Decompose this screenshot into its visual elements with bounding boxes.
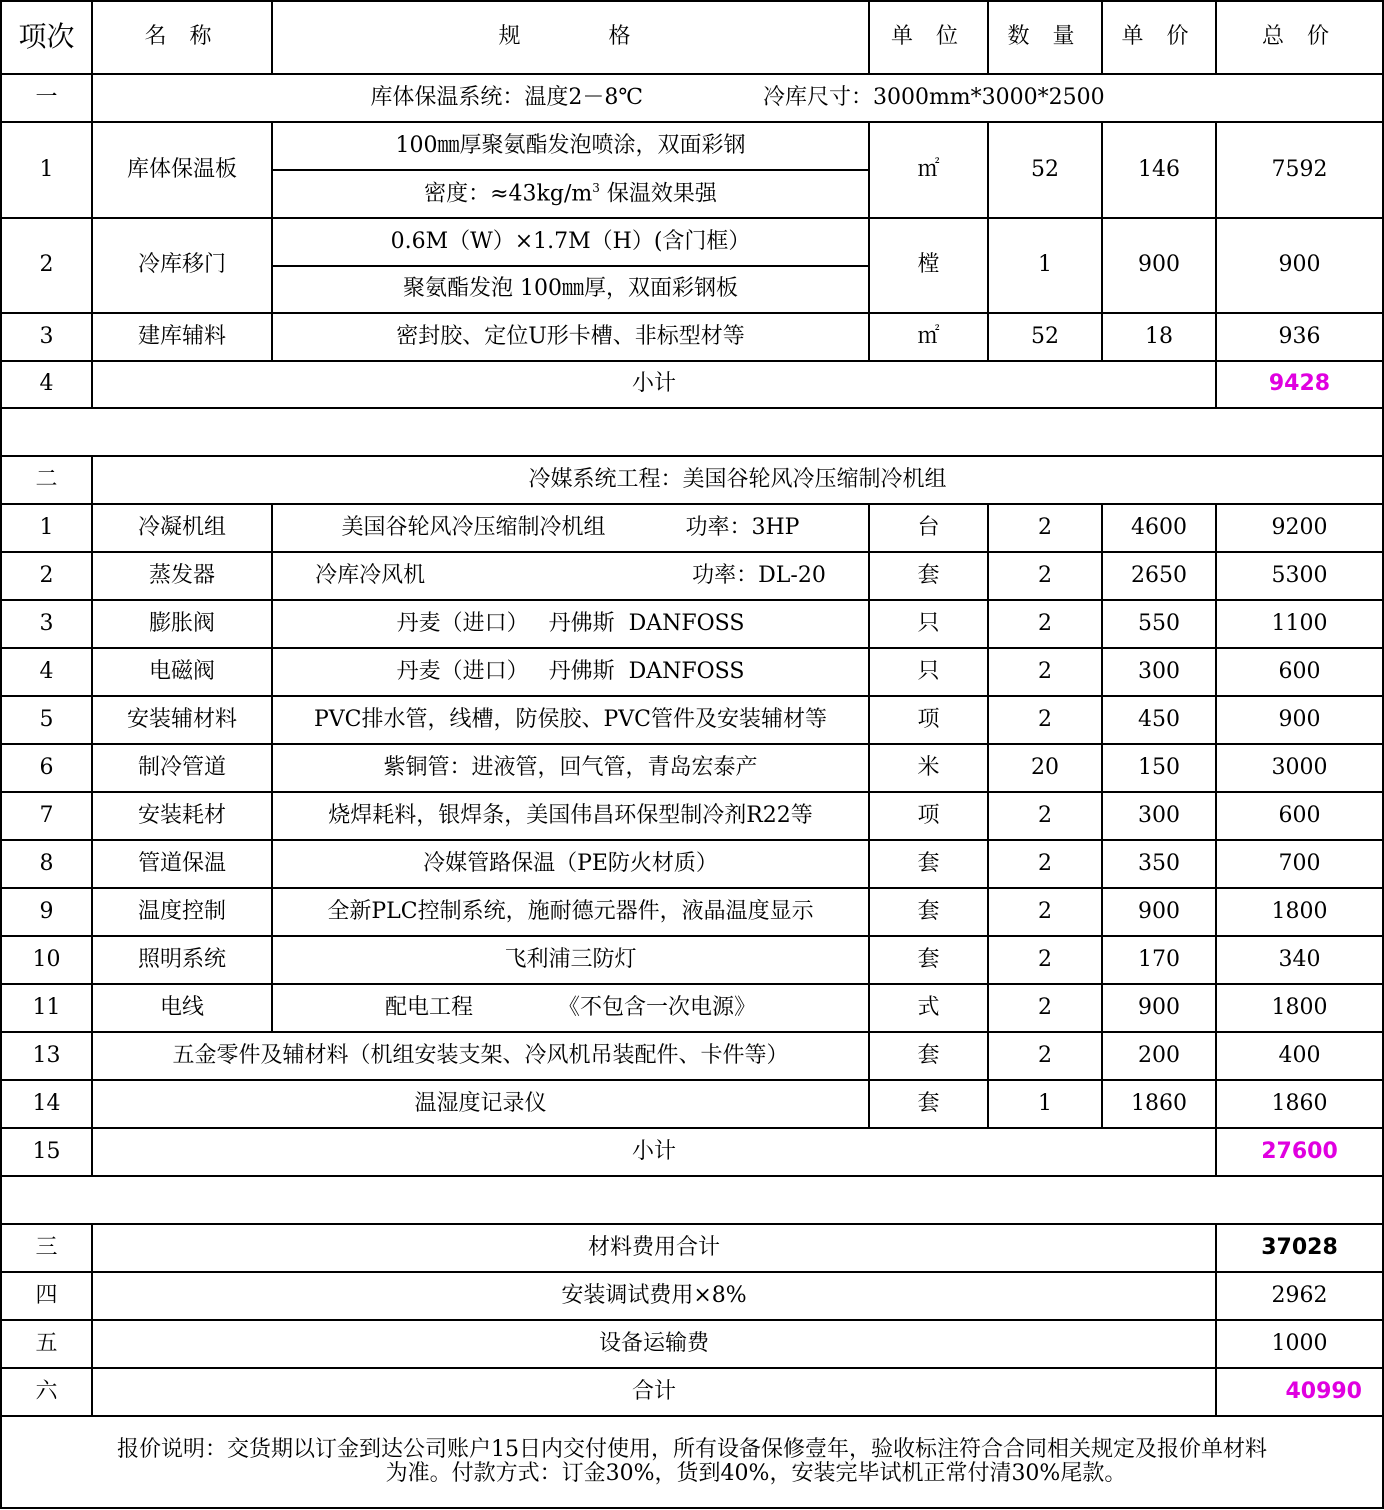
row-unit: 项 — [869, 792, 988, 840]
header-row — [1, 1, 1383, 74]
row-no: 4 — [1, 648, 92, 696]
row-total: 1800 — [1216, 984, 1383, 1032]
row-qty: 2 — [988, 648, 1102, 696]
row-unit: 台 — [869, 504, 988, 552]
section-size: 冷库尺寸：3000mm*3000*2500 — [762, 84, 1105, 110]
summary-row — [1, 1224, 1383, 1272]
row-name: 蒸发器 — [92, 552, 272, 600]
section-title: 冷媒系统工程：美国谷轮风冷压缩制冷机组 — [92, 456, 1383, 504]
row-no: 2 — [1, 552, 92, 600]
row-unit: 只 — [869, 600, 988, 648]
summary-label: 材料费用合计 — [92, 1224, 1216, 1272]
row-qty: 52 — [988, 313, 1102, 361]
row-name: 电磁阀 — [92, 648, 272, 696]
row-total: 600 — [1216, 648, 1383, 696]
row-no: 8 — [1, 840, 92, 888]
row-total: 700 — [1216, 840, 1383, 888]
table-row — [1, 504, 1383, 552]
row-no: 5 — [1, 696, 92, 744]
row-qty: 2 — [988, 552, 1102, 600]
row-name: 安装耗材 — [92, 792, 272, 840]
row-price: 146 — [1102, 122, 1216, 218]
row-name: 安装辅材料 — [92, 696, 272, 744]
header-no: 项次 — [1, 1, 92, 74]
header-unit: 单 位 — [869, 1, 988, 74]
row-no: 10 — [1, 936, 92, 984]
subtotal-value: 9428 — [1216, 361, 1383, 408]
row-name: 建库辅料 — [92, 313, 272, 361]
row-name: 温度控制 — [92, 888, 272, 936]
section-title: 库体保温系统：温度2－8℃ 冷库尺寸：3000mm*3000*2500 — [92, 74, 1383, 122]
table-row — [1, 1032, 1383, 1080]
table-row — [1, 1080, 1383, 1128]
summary-value: 2962 — [1216, 1272, 1383, 1320]
subtotal-value: 27600 — [1216, 1128, 1383, 1176]
spacer-row — [1, 1176, 1383, 1224]
row-total: 7592 — [1216, 122, 1383, 218]
row-qty: 52 — [988, 122, 1102, 218]
summary-label: 安装调试费用×8% — [92, 1272, 1216, 1320]
row-spec: 聚氨酯发泡 100㎜厚，双面彩钢板 — [272, 266, 869, 313]
section-row — [1, 456, 1383, 504]
row-spec: PVC排水管，线槽，防侯胶、PVC管件及安装辅材等 — [272, 696, 869, 744]
row-qty: 2 — [988, 696, 1102, 744]
row-unit: 只 — [869, 648, 988, 696]
row-price: 300 — [1102, 648, 1216, 696]
row-unit: 套 — [869, 1080, 988, 1128]
row-no: 7 — [1, 792, 92, 840]
summary-label: 设备运输费 — [92, 1320, 1216, 1368]
row-name: 冷库移门 — [92, 218, 272, 313]
table-row — [1, 600, 1383, 648]
row-unit: 樘 — [869, 218, 988, 313]
row-total: 9200 — [1216, 504, 1383, 552]
row-name: 库体保温板 — [92, 122, 272, 218]
row-spec: 密封胶、定位U形卡槽、非标型材等 — [272, 313, 869, 361]
row-qty: 2 — [988, 888, 1102, 936]
row-total: 900 — [1216, 218, 1383, 313]
table-row — [1, 552, 1383, 600]
row-no: 14 — [1, 1080, 92, 1128]
row-spec: 美国谷轮风冷压缩制冷机组 功率：3HP — [272, 504, 869, 552]
summary-label: 合计 — [92, 1368, 1216, 1416]
row-no: 13 — [1, 1032, 92, 1080]
row-qty: 2 — [988, 840, 1102, 888]
row-unit: 套 — [869, 936, 988, 984]
row-spec: 丹麦（进口） 丹佛斯 DANFOSS — [272, 600, 869, 648]
table-row — [1, 936, 1383, 984]
row-name: 膨胀阀 — [92, 600, 272, 648]
row-price: 150 — [1102, 744, 1216, 792]
row-total: 900 — [1216, 696, 1383, 744]
row-no: 6 — [1, 744, 92, 792]
row-unit: ㎡ — [869, 313, 988, 361]
table-row — [1, 744, 1383, 792]
header-spec: 规 格 — [272, 1, 869, 74]
row-qty: 1 — [988, 218, 1102, 313]
row-no: 9 — [1, 888, 92, 936]
row-unit: 项 — [869, 696, 988, 744]
subtotal-row — [1, 1128, 1383, 1176]
row-unit: 套 — [869, 888, 988, 936]
subtotal-label: 小计 — [92, 361, 1216, 408]
row-spec: 冷库冷风机 功率：DL-20 — [272, 552, 869, 600]
row-qty: 2 — [988, 600, 1102, 648]
row-name: 管道保温 — [92, 840, 272, 888]
row-spec: 0.6M（W）×1.7M（H）(含门框） — [272, 218, 869, 266]
row-total: 936 — [1216, 313, 1383, 361]
table-row — [1, 313, 1383, 361]
spacer — [1, 1176, 1383, 1224]
subtotal-label: 小计 — [92, 1128, 1216, 1176]
row-price: 550 — [1102, 600, 1216, 648]
grand-total-value: 40990 — [1216, 1368, 1383, 1416]
row-price: 350 — [1102, 840, 1216, 888]
header-price: 单 价 — [1102, 1, 1216, 74]
row-unit: 米 — [869, 744, 988, 792]
row-qty: 2 — [988, 1032, 1102, 1080]
row-price: 300 — [1102, 792, 1216, 840]
section-row — [1, 74, 1383, 122]
row-total: 1800 — [1216, 888, 1383, 936]
row-price: 450 — [1102, 696, 1216, 744]
row-unit: ㎡ — [869, 122, 988, 218]
summary-value: 1000 — [1216, 1320, 1383, 1368]
row-total: 1860 — [1216, 1080, 1383, 1128]
row-total: 1100 — [1216, 600, 1383, 648]
row-spec: 紫铜管：进液管，回气管，青岛宏泰产 — [272, 744, 869, 792]
row-desc: 温湿度记录仪 — [92, 1080, 869, 1128]
header-name: 名 称 — [92, 1, 272, 74]
header-total: 总 价 — [1216, 1, 1383, 74]
spacer — [1, 408, 1383, 456]
row-unit: 套 — [869, 1032, 988, 1080]
row-no: 六 — [1, 1368, 92, 1416]
spacer-row — [1, 408, 1383, 456]
row-unit: 套 — [869, 552, 988, 600]
table-row — [1, 122, 1383, 170]
row-total: 400 — [1216, 1032, 1383, 1080]
row-unit: 式 — [869, 984, 988, 1032]
subtotal-row — [1, 361, 1383, 408]
row-name: 冷凝机组 — [92, 504, 272, 552]
table-row — [1, 888, 1383, 936]
row-spec: 飞利浦三防灯 — [272, 936, 869, 984]
row-name: 制冷管道 — [92, 744, 272, 792]
row-price: 900 — [1102, 984, 1216, 1032]
table-row — [1, 648, 1383, 696]
row-no: 3 — [1, 313, 92, 361]
table-row — [1, 792, 1383, 840]
row-price: 200 — [1102, 1032, 1216, 1080]
row-no: 3 — [1, 600, 92, 648]
row-spec: 冷媒管路保温（PE防火材质） — [272, 840, 869, 888]
row-price: 4600 — [1102, 504, 1216, 552]
row-qty: 2 — [988, 792, 1102, 840]
row-no: 2 — [1, 218, 92, 313]
row-no: 15 — [1, 1128, 92, 1176]
row-spec: 全新PLC控制系统，施耐德元器件，液晶温度显示 — [272, 888, 869, 936]
row-no: 三 — [1, 1224, 92, 1272]
row-total: 340 — [1216, 936, 1383, 984]
row-total: 600 — [1216, 792, 1383, 840]
table-row — [1, 218, 1383, 266]
quote-note: 报价说明：交货期以订金到达公司账户15日内交付使用，所有设备保修壹年，验收标注符合合同相关规定及报价单材料 为准。付款方式：订金30%，货到40%，安装完毕试机正常付清30%尾款。 — [1, 1416, 1383, 1508]
table-row — [1, 840, 1383, 888]
row-qty: 1 — [988, 1080, 1102, 1128]
row-spec: 密度：$\approx 43kg/m^3$ 保温效果强 — [272, 170, 869, 218]
row-spec: 丹麦（进口） 丹佛斯 DANFOSS — [272, 648, 869, 696]
row-no: 五 — [1, 1320, 92, 1368]
row-price: 2650 — [1102, 552, 1216, 600]
row-spec: 100㎜厚聚氨酯发泡喷涂，双面彩钢 — [272, 122, 869, 170]
table-row — [1, 984, 1383, 1032]
row-price: 900 — [1102, 218, 1216, 313]
row-name: 电线 — [92, 984, 272, 1032]
row-total: 5300 — [1216, 552, 1383, 600]
row-no: 11 — [1, 984, 92, 1032]
row-spec: 烧焊耗料，银焊条，美国伟昌环保型制冷剂R22等 — [272, 792, 869, 840]
row-qty: 2 — [988, 504, 1102, 552]
row-no: 1 — [1, 504, 92, 552]
section-no: 一 — [1, 74, 92, 122]
table-row — [1, 696, 1383, 744]
note-row — [1, 1416, 1383, 1508]
summary-row — [1, 1272, 1383, 1320]
section-no: 二 — [1, 456, 92, 504]
row-no: 四 — [1, 1272, 92, 1320]
row-no: 4 — [1, 361, 92, 408]
row-name: 照明系统 — [92, 936, 272, 984]
summary-value: 37028 — [1216, 1224, 1383, 1272]
header-qty: 数 量 — [988, 1, 1102, 74]
summary-row — [1, 1320, 1383, 1368]
row-spec: 配电工程 《不包含一次电源》 — [272, 984, 869, 1032]
row-qty: 2 — [988, 984, 1102, 1032]
row-no: 1 — [1, 122, 92, 218]
row-price: 900 — [1102, 888, 1216, 936]
row-qty: 20 — [988, 744, 1102, 792]
row-price: 170 — [1102, 936, 1216, 984]
summary-row — [1, 1368, 1383, 1416]
row-total: 3000 — [1216, 744, 1383, 792]
row-price: 18 — [1102, 313, 1216, 361]
row-price: 1860 — [1102, 1080, 1216, 1128]
row-qty: 2 — [988, 936, 1102, 984]
row-desc: 五金零件及辅材料（机组安装支架、冷风机吊装配件、卡件等） — [92, 1032, 869, 1080]
row-unit: 套 — [869, 840, 988, 888]
